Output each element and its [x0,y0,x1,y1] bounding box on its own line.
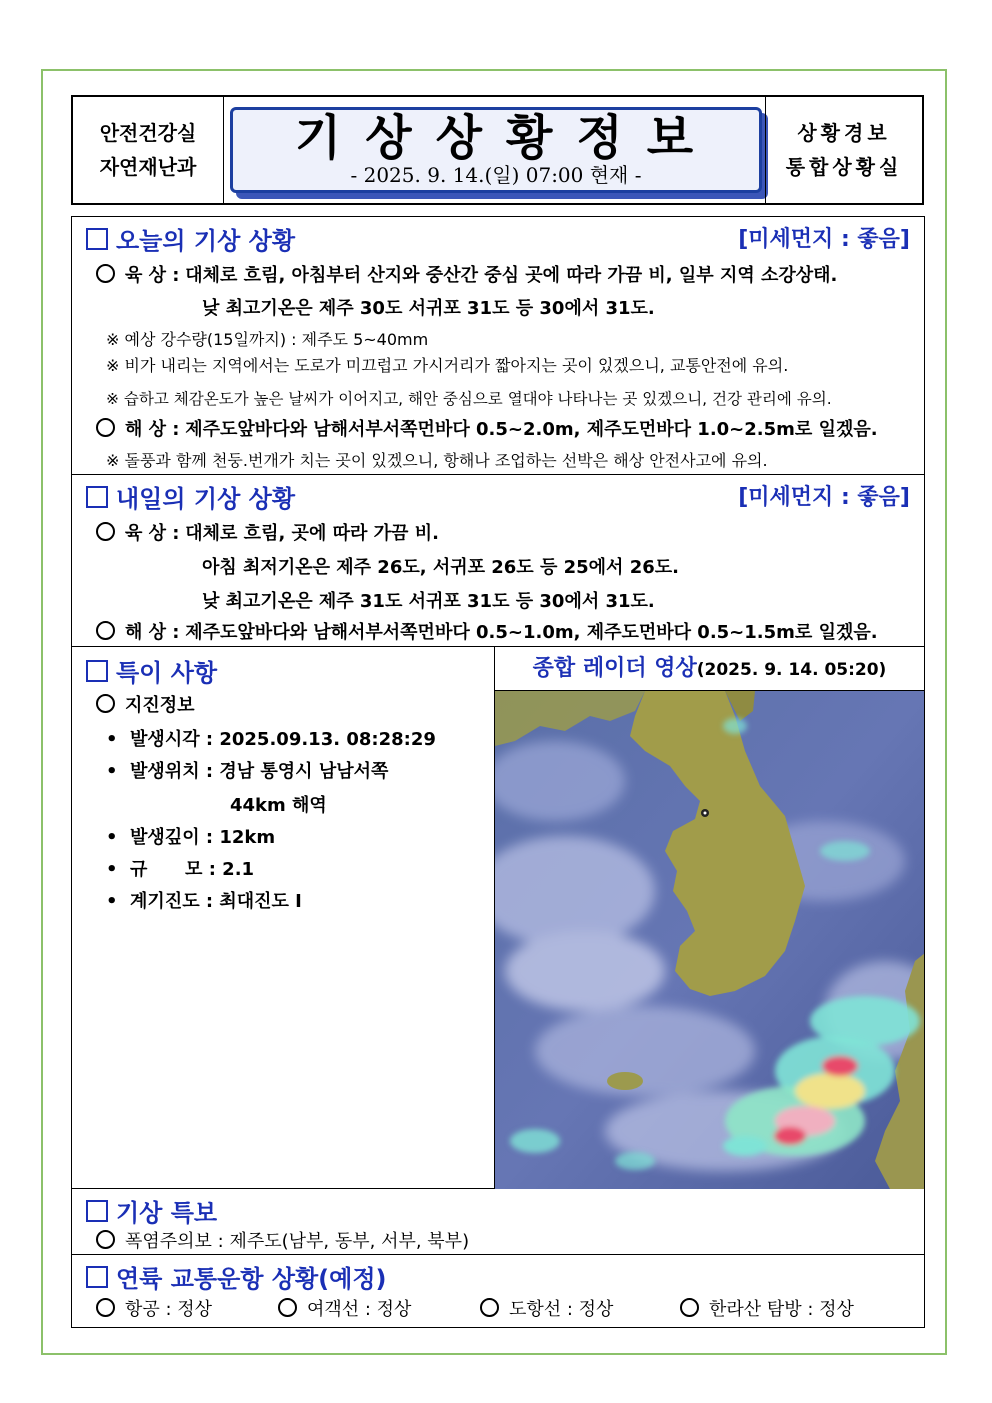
quake-location-label: 발생위치 : [130,761,214,782]
traffic-ferry [278,1295,411,1321]
quake-depth-label: 발생깊이 : [130,827,214,848]
checkbox-icon [86,1266,108,1288]
quake-depth-value: 12km [219,827,276,848]
today-sea-label: 해 상 : [125,419,180,440]
radar-time: (2025. 9. 14. 05:20) [696,660,887,680]
warning-section [72,1189,924,1255]
circle-bullet-icon [480,1298,499,1317]
office-block [765,97,922,203]
quake-magnitude-label: 규 모 : [130,859,216,880]
circle-bullet-icon [96,621,115,640]
checkbox-icon [86,1200,108,1222]
tomorrow-dust: [미세먼지 : 좋음] [738,485,910,510]
checkbox-icon [86,228,108,250]
today-title [86,221,295,256]
today-note-health: ※ 습하고 체감온도가 높은 날씨가 이어지고, 해안 중심으로 열대야 나타나는 곳 있겠으니, 건강 관리에 유의. [106,390,832,408]
circle-bullet-icon [96,694,115,713]
quake-magnitude: • 규 모 : 2.1 [106,859,255,880]
office-name-2: 통합상황실 [785,155,903,179]
today-section [72,217,924,475]
quake-location: • 발생위치 : 경남 통영시 남남서쪽 [106,761,389,782]
special-title [86,653,217,688]
traffic-island-text: 도항선 : 정상 [509,1299,614,1320]
today-sea-text: 제주도앞바다와 남해서부서쪽먼바다 0.5~2.0m, 제주도먼바다 1.0~2.5m로 일겠음. [185,419,878,440]
quake-intensity-value: 최대진도 Ⅰ [219,891,302,912]
checkbox-icon [86,660,108,682]
tomorrow-sea-label: 해 상 : [125,622,180,643]
checkbox-icon [86,486,108,508]
traffic-air-text: 항공 : 정상 [125,1299,213,1320]
tomorrow-land-line3: 낮 최고기온은 제주 31도 서귀포 31도 등 30에서 31도. [202,591,655,612]
traffic-title-text: 연륙 교통운항 상황(예정) [116,1265,387,1293]
radar-title: 종합 레이더 영상 [532,656,697,681]
traffic-hallasan [680,1295,854,1321]
traffic-title [86,1259,387,1294]
tomorrow-land-text1: 대체로 흐림, 곳에 따라 가끔 비. [185,523,439,544]
today-note-rain: ※ 예상 강수량(15일까지) : 제주도 5~40mm [106,330,429,349]
today-sea-line [96,415,878,441]
page-title: 기상상황정보 [294,110,718,166]
division-name: 자연재난과 [99,155,197,179]
report-body [71,216,925,1328]
quake-title: 지진정보 [125,695,195,716]
warning-title [86,1193,217,1228]
quake-heading [96,691,195,717]
warning-item-text: 폭염주의보 : 제주도(남부, 동부, 서부, 북부) [125,1231,470,1252]
radar-image [494,691,924,1189]
today-land-text1: 대체로 흐림, 아침부터 산지와 중산간 중심 곳에 따라 가끔 비, 일부 지역 소강상태. [185,265,838,286]
tomorrow-sea-text: 제주도앞바다와 남해서부서쪽먼바다 0.5~1.0m, 제주도먼바다 0.5~1.5m로 일겠음. [185,622,878,643]
traffic-air [96,1295,212,1321]
quake-depth: • 발생깊이 : 12km [106,827,276,848]
quake-intensity: • 계기진도 : 최대진도 Ⅰ [106,891,302,912]
traffic-ferry-text: 여객선 : 정상 [307,1299,412,1320]
header [71,95,924,205]
today-land-line2: 낮 최고기온은 제주 30도 서귀포 31도 등 30에서 31도. [202,298,655,319]
special-title-text: 특이 사항 [116,659,218,687]
warning-title-text: 기상 특보 [116,1199,218,1227]
traffic-section [72,1255,924,1327]
land-jeju [607,1072,643,1090]
today-note-sea: ※ 돌풍과 함께 천둥.번개가 치는 곳이 있겠으니, 항해나 조업하는 선박은 해상 안전사고에 유의. [106,451,768,470]
circle-bullet-icon [96,1298,115,1317]
circle-bullet-icon [680,1298,699,1317]
title-box [230,107,762,193]
radar-header [494,647,924,691]
department-block [73,97,224,203]
today-title-text: 오늘의 기상 상황 [116,227,295,255]
quake-marker-icon [701,809,709,817]
department-name: 안전건강실 [99,121,197,145]
quake-magnitude-value: 2.1 [222,859,255,880]
tomorrow-title [86,479,295,514]
today-land-line1 [96,261,837,287]
tomorrow-title-text: 내일의 기상 상황 [116,485,295,513]
quake-time: • 발생시각 : 2025.09.13. 08:28:29 [106,729,436,750]
quake-intensity-label: 계기진도 : [130,891,214,912]
radar-map [495,691,924,1189]
circle-bullet-icon [96,264,115,283]
office-name-1: 상황경보 [797,121,891,145]
tomorrow-land-line1 [96,519,439,545]
circle-bullet-icon [96,418,115,437]
warning-item [96,1227,469,1253]
tomorrow-sea-line [96,618,878,644]
traffic-island [480,1295,613,1321]
tomorrow-land-line2: 아침 최저기온은 제주 26도, 서귀포 26도 등 25에서 26도. [202,557,679,578]
tomorrow-land-label: 육 상 : [125,523,180,544]
tomorrow-section [72,475,924,647]
circle-bullet-icon [96,1230,115,1249]
circle-bullet-icon [96,522,115,541]
traffic-hallasan-text: 한라산 탐방 : 정상 [709,1299,854,1320]
quake-location-cont: 44km 해역 [230,795,327,816]
today-land-label: 육 상 : [125,265,180,286]
today-dust: [미세먼지 : 좋음] [738,227,910,252]
quake-time-label: 발생시각 : [130,729,214,750]
report-datetime: - 2025. 9. 14.(일) 07:00 현재 - [350,163,642,187]
circle-bullet-icon [278,1298,297,1317]
quake-time-value: 2025.09.13. 08:28:29 [219,729,436,750]
today-note-traffic: ※ 비가 내리는 지역에서는 도로가 미끄럽고 가시거리가 짧아지는 곳이 있겠으니, 교통안전에 유의. [106,356,789,375]
quake-location-value: 경남 통영시 남남서쪽 [219,761,389,782]
